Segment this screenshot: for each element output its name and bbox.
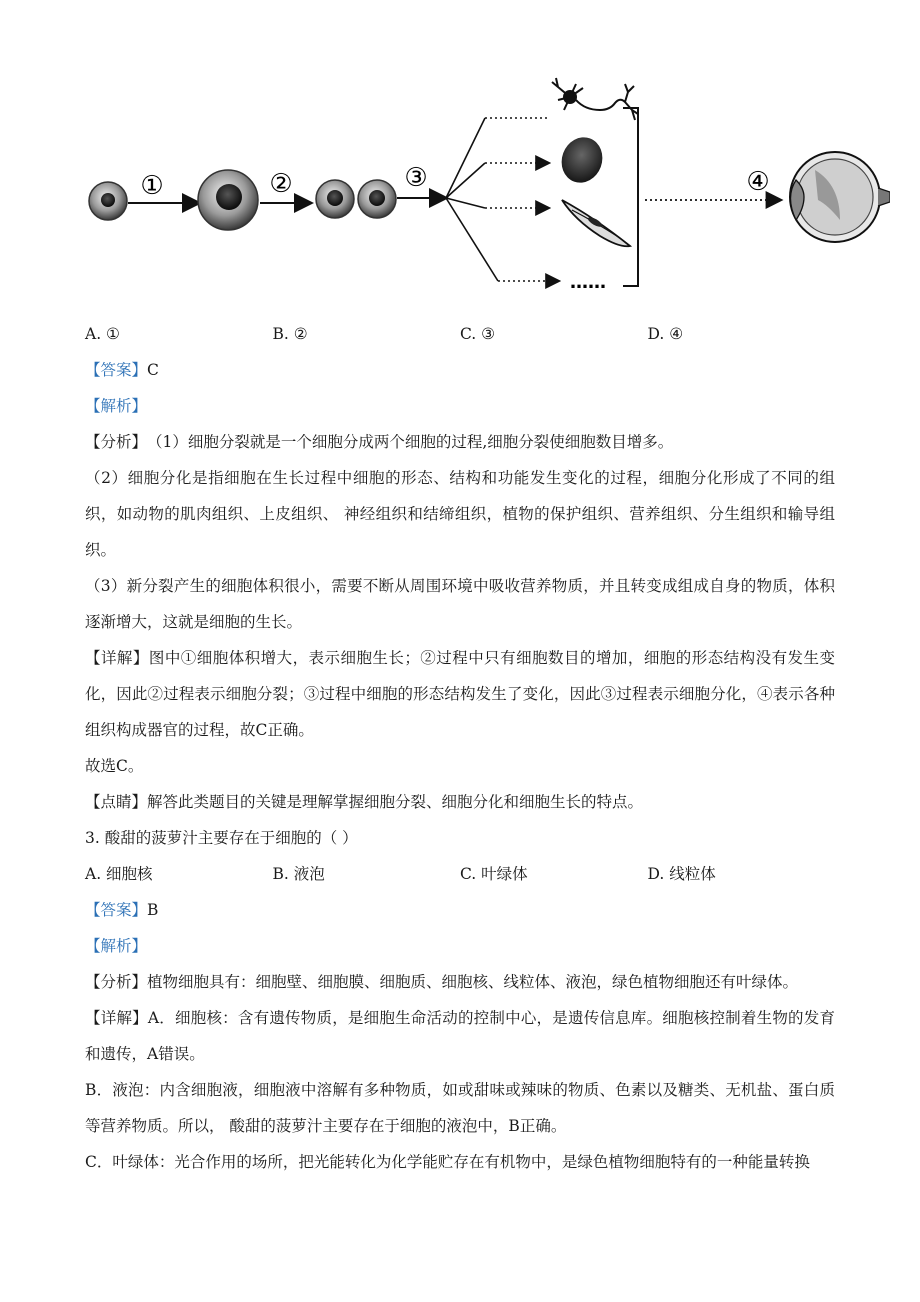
xiangjie-tag: 【详解】 [85,649,149,667]
q2-option-b: B. ② [272,325,308,343]
xiangjie-text: 图中①细胞体积增大，表示细胞生长；②过程中只有细胞数目的增加，细胞的形态结构没有发生变化，因此②过程表示细胞分裂；③过程中细胞的形态结构发生了变化，因此③过程表示细胞分化，④表示各种组织构成器官的过程，故C正确。 [85,649,835,739]
q2-analysis-heading [85,388,835,424]
q3-paragraph-b: B．液泡：内含细胞液，细胞液中溶解有多种物质，如或甜味或辣味的物质、色素以及糖类、无机盐、蛋白质等营养物质。所以， 酸甜的菠萝汁主要存在于细胞的液泡中，B正确。 [85,1081,835,1135]
cell-development-figure [80,70,890,310]
q3-option-a: A. 细胞核 [85,865,153,883]
q3-fenxi [85,964,835,1000]
cell-diagram-svg [80,70,890,310]
q3-xiangjie [85,1000,835,1072]
analysis-tag: 【解析】 [85,397,148,415]
divided-cell-left-icon [316,180,354,218]
document-body [85,316,835,1180]
more-cells-dots: …… [570,272,606,293]
q2-option-d: D. ④ [647,325,684,343]
fenxi-text: （1）细胞分裂就是一个细胞分成两个细胞的过程,细胞分裂使细胞数目增多。 [147,433,674,451]
q2-answer [85,352,835,388]
q3-analysis-heading [85,928,835,964]
fenxi-tag: 【分析】 [85,433,148,451]
answer-tag: 【答案】 [85,361,148,379]
q3-paragraph-c: C．叶绿体：光合作用的场所，把光能转化为化学能贮存在有机物中，是绿色植物细胞特有的一种能量转换 [85,1153,810,1171]
q2-paragraph-3: （3）新分裂产生的细胞体积很小，需要不断从周围环境中吸收营养物质，并且转变成组成自身的物质，体积逐渐增大，这就是细胞的生长。 [85,577,835,631]
q2-option-c: C. ③ [460,325,496,343]
small-cell-icon [89,182,127,220]
xiangjie-text: A．细胞核：含有遗传物质，是细胞生命活动的控制中心，是遗传信息库。细胞核控制着生物的发育和遗传，A错误。 [85,1009,835,1063]
q3-answer [85,892,835,928]
q2-xiangjie [85,640,835,748]
step-label-4: ④ [746,167,770,197]
analysis-tag: 【解析】 [85,937,148,955]
q2-fenxi [85,424,835,460]
answer-value: B [147,901,159,919]
answer-value: C [147,361,159,379]
eyeball-organ-icon [790,152,890,242]
step-label-1: ① [140,171,164,201]
q2-options [85,316,835,352]
dianjing-text: 解答此类题目的关键是理解掌握细胞分裂、细胞分化和细胞生长的特点。 [147,793,644,811]
divided-cell-right-icon [358,180,396,218]
q3-question: 3. 酸甜的菠萝汁主要存在于细胞的（ ） [85,829,358,847]
xiangjie-tag: 【详解】 [85,1009,148,1027]
step-label-2: ② [269,169,293,199]
q3-option-c: C. 叶绿体 [460,865,528,883]
step-label-3: ③ [404,163,428,193]
q2-choose: 故选C。 [85,757,144,775]
fenxi-tag: 【分析】 [85,973,148,991]
q3-options [85,856,835,892]
q2-paragraph-2: （2）细胞分化是指细胞在生长过程中细胞的形态、结构和功能发生变化的过程，细胞分化形成了不同的组织，如动物的肌肉组织、上皮组织、 神经组织和结缔组织，植物的保护组织、营养组织、分生组织和输导组织。 [85,469,835,559]
red-blood-cell-icon [555,132,608,189]
neuron-cell-icon [552,78,638,120]
q3-option-b: B. 液泡 [272,865,325,883]
q3-option-d: D. 线粒体 [647,865,716,883]
q2-option-a: A. ① [85,325,120,343]
q2-dianjing [85,784,835,820]
muscle-cell-icon [562,200,630,246]
fenxi-text: 植物细胞具有：细胞壁、细胞膜、细胞质、细胞核、线粒体、液泡，绿色植物细胞还有叶绿体。 [147,973,799,991]
differentiation-branches [446,118,558,281]
dianjing-tag: 【点睛】 [85,793,148,811]
tissue-bracket [623,108,638,286]
large-cell-icon [198,170,258,230]
answer-tag: 【答案】 [85,901,148,919]
